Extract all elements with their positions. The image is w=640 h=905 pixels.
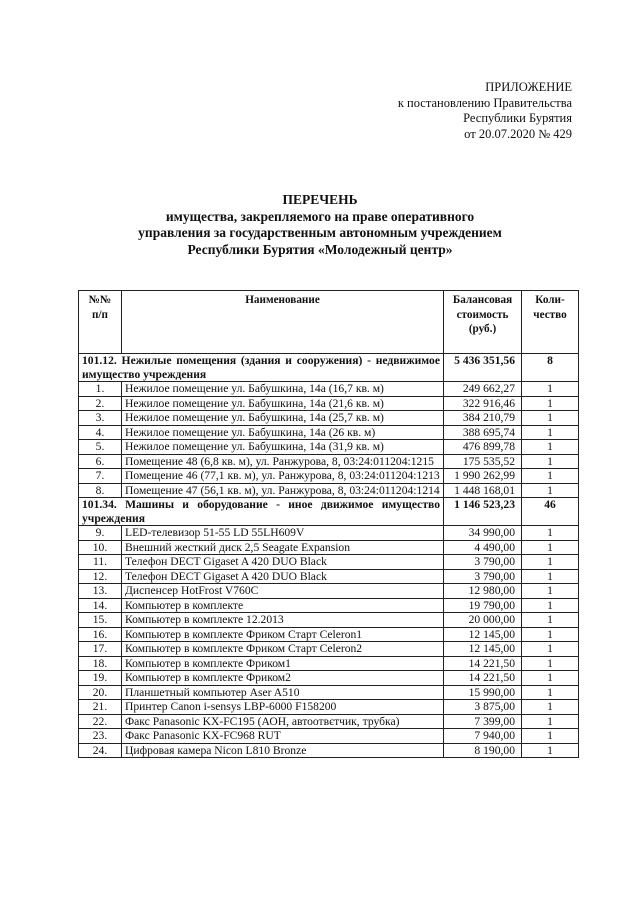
row-name: Нежилое помещение ул. Бабушкина, 14а (16,7 кв. м)	[122, 382, 444, 397]
header-qty	[522, 291, 579, 354]
title-line-1: ПЕРЕЧЕНЬ	[282, 192, 358, 207]
row-qty: 1	[522, 396, 579, 411]
header-qty-line-1: Коли-	[535, 294, 565, 306]
row-name: Внешний жесткий диск 2,5 Seagate Expansion	[122, 540, 444, 555]
appendix-block	[398, 80, 572, 142]
row-value: 388 695,74	[444, 425, 522, 440]
row-qty: 1	[522, 526, 579, 541]
row-qty: 1	[522, 700, 579, 715]
row-number: 4.	[79, 425, 122, 440]
table-row	[79, 425, 579, 440]
table-row	[79, 627, 579, 642]
row-value: 14 221,50	[444, 671, 522, 686]
row-name: Факс Panasonic KX-FC968 RUT	[122, 729, 444, 744]
row-number: 16.	[79, 627, 122, 642]
table-row	[79, 729, 579, 744]
row-qty: 1	[522, 540, 579, 555]
row-qty: 1	[522, 382, 579, 397]
table-row	[79, 540, 579, 555]
row-name: Телефон DECT Gigaset A 420 DUO Black	[122, 569, 444, 584]
row-number: 24.	[79, 743, 122, 758]
table-row	[79, 671, 579, 686]
table-row	[79, 569, 579, 584]
header-num	[79, 291, 122, 354]
row-number: 21.	[79, 700, 122, 715]
row-number: 5.	[79, 440, 122, 455]
row-number: 11.	[79, 555, 122, 570]
title-line-4: Республики Бурятия «Молодежный центр»	[187, 241, 453, 257]
row-value: 3 790,00	[444, 569, 522, 584]
row-value: 15 990,00	[444, 685, 522, 700]
row-value: 20 000,00	[444, 613, 522, 628]
row-number: 7.	[79, 469, 122, 484]
section-qty: 46	[522, 498, 579, 526]
row-name: Компьютер в комплекте	[122, 598, 444, 613]
section-row	[79, 498, 579, 526]
appendix-line-1: ПРИЛОЖЕНИЕ	[485, 80, 572, 94]
property-table	[78, 290, 579, 758]
section-name: 101.12. Нежилые помещения (здания и сооружения) - недвижимое имущество учреждения	[79, 354, 444, 382]
table-row	[79, 411, 579, 426]
row-number: 17.	[79, 642, 122, 657]
row-value: 19 790,00	[444, 598, 522, 613]
table-row	[79, 743, 579, 758]
row-number: 12.	[79, 569, 122, 584]
row-number: 8.	[79, 483, 122, 498]
row-qty: 1	[522, 584, 579, 599]
table-row	[79, 483, 579, 498]
row-qty: 1	[522, 613, 579, 628]
row-number: 18.	[79, 656, 122, 671]
row-value: 3 790,00	[444, 555, 522, 570]
row-value: 384 210,79	[444, 411, 522, 426]
header-value-line-2: стоимость	[456, 308, 509, 321]
header-value	[444, 291, 522, 354]
row-value: 7 399,00	[444, 714, 522, 729]
row-qty: 1	[522, 555, 579, 570]
table-row	[79, 642, 579, 657]
table-row	[79, 555, 579, 570]
table-row	[79, 382, 579, 397]
table-header-row	[79, 291, 579, 354]
document-title	[0, 192, 640, 258]
row-name: Нежилое помещение ул. Бабушкина, 14а (31,9 кв. м)	[122, 440, 444, 455]
row-number: 14.	[79, 598, 122, 613]
row-value: 12 145,00	[444, 627, 522, 642]
table-row	[79, 396, 579, 411]
row-value: 1 990 262,99	[444, 469, 522, 484]
row-name: Помещение 47 (56,1 кв. м), ул. Ранжурова, 8, 03:24:011204:1214	[122, 483, 444, 498]
row-value: 1 448 168,01	[444, 483, 522, 498]
section-value: 1 146 523,23	[444, 498, 522, 526]
row-value: 34 990,00	[444, 526, 522, 541]
row-qty: 1	[522, 656, 579, 671]
table-row	[79, 469, 579, 484]
row-value: 7 940,00	[444, 729, 522, 744]
section-qty: 8	[522, 354, 579, 382]
table-row	[79, 613, 579, 628]
row-qty: 1	[522, 569, 579, 584]
row-value: 12 145,00	[444, 642, 522, 657]
header-num-line-2: п/п	[91, 308, 108, 321]
row-qty: 1	[522, 411, 579, 426]
row-qty: 1	[522, 642, 579, 657]
section-row	[79, 354, 579, 382]
row-qty: 1	[522, 685, 579, 700]
row-qty: 1	[522, 483, 579, 498]
table-body	[79, 354, 579, 758]
table-row	[79, 685, 579, 700]
row-value: 12 980,00	[444, 584, 522, 599]
row-name: Компьютер в комплекте Фриком2	[122, 671, 444, 686]
row-name: Компьютер в комплекте Фриком1	[122, 656, 444, 671]
row-qty: 1	[522, 627, 579, 642]
row-name: Нежилое помещение ул. Бабушкина, 14а (25,7 кв. м)	[122, 411, 444, 426]
row-qty: 1	[522, 729, 579, 744]
row-name: Диспенсер HotFrost V760C	[122, 584, 444, 599]
row-qty: 1	[522, 469, 579, 484]
table-row	[79, 598, 579, 613]
header-name: Наименование	[122, 291, 444, 354]
table-row	[79, 454, 579, 469]
row-value: 175 535,52	[444, 454, 522, 469]
row-name: Телефон DECT Gigaset A 420 DUO Black	[122, 555, 444, 570]
row-name: Помещение 48 (6,8 кв. м), ул. Ранжурова, 8, 03:24:011204:1215	[122, 454, 444, 469]
row-qty: 1	[522, 454, 579, 469]
table-row	[79, 714, 579, 729]
row-value: 8 190,00	[444, 743, 522, 758]
row-name: Нежилое помещение ул. Бабушкина, 14а (21,6 кв. м)	[122, 396, 444, 411]
row-qty: 1	[522, 671, 579, 686]
row-name: Факс Panasonic KX-FC195 (АОН, автоотвєтчик, трубка)	[122, 714, 444, 729]
table-row	[79, 656, 579, 671]
row-qty: 1	[522, 425, 579, 440]
row-qty: 1	[522, 598, 579, 613]
row-name: Компьютер в комплекте 12.2013	[122, 613, 444, 628]
header-value-line-1: Балансовая	[452, 294, 513, 306]
row-number: 6.	[79, 454, 122, 469]
row-number: 23.	[79, 729, 122, 744]
row-name: Компьютер в комплекте Фриком Старт Celeron1	[122, 627, 444, 642]
row-name: Цифровая камера Nicon L810 Bronze	[122, 743, 444, 758]
row-number: 13.	[79, 584, 122, 599]
row-value: 249 662,27	[444, 382, 522, 397]
row-qty: 1	[522, 440, 579, 455]
row-number: 1.	[79, 382, 122, 397]
section-name: 101.34. Машины и оборудование - иное движимое имущество учреждения	[79, 498, 444, 526]
row-value: 476 899,78	[444, 440, 522, 455]
row-name: LED-телевизор 51-55 LD 55LH609V	[122, 526, 444, 541]
row-number: 9.	[79, 526, 122, 541]
section-value: 5 436 351,56	[444, 354, 522, 382]
row-number: 10.	[79, 540, 122, 555]
row-name: Помещение 46 (77,1 кв. м), ул. Ранжурова, 8, 03:24:011204:1213	[122, 469, 444, 484]
row-value: 322 916,46	[444, 396, 522, 411]
table-row	[79, 700, 579, 715]
row-name: Принтер Canon i-sensys LBP-6000 F158200	[122, 700, 444, 715]
row-number: 20.	[79, 685, 122, 700]
header-num-line-1: №№	[88, 294, 112, 306]
row-value: 3 875,00	[444, 700, 522, 715]
table-row	[79, 526, 579, 541]
appendix-line-3: Республики Бурятия	[463, 111, 572, 125]
row-qty: 1	[522, 743, 579, 758]
row-value: 4 490,00	[444, 540, 522, 555]
row-qty: 1	[522, 714, 579, 729]
row-name: Компьютер в комплекте Фриком Старт Celeron2	[122, 642, 444, 657]
row-name: Планшетный компьютер Aser A510	[122, 685, 444, 700]
appendix-line-4: от 20.07.2020 № 429	[464, 126, 572, 141]
row-name: Нежилое помещение ул. Бабушкина, 14а (26 кв. м)	[122, 425, 444, 440]
title-line-2: имущества, закрепляемого на праве оперативного	[165, 208, 475, 224]
row-number: 3.	[79, 411, 122, 426]
row-number: 15.	[79, 613, 122, 628]
table-row	[79, 440, 579, 455]
appendix-line-2: к постановлению Правительства	[397, 95, 572, 110]
row-value: 14 221,50	[444, 656, 522, 671]
table-row	[79, 584, 579, 599]
row-number: 19.	[79, 671, 122, 686]
row-number: 22.	[79, 714, 122, 729]
row-number: 2.	[79, 396, 122, 411]
header-qty-line-2: чество	[533, 308, 567, 321]
title-line-3: управления за государственным автономным учреждением	[138, 225, 502, 240]
header-value-line-3: (руб.)	[468, 323, 497, 335]
